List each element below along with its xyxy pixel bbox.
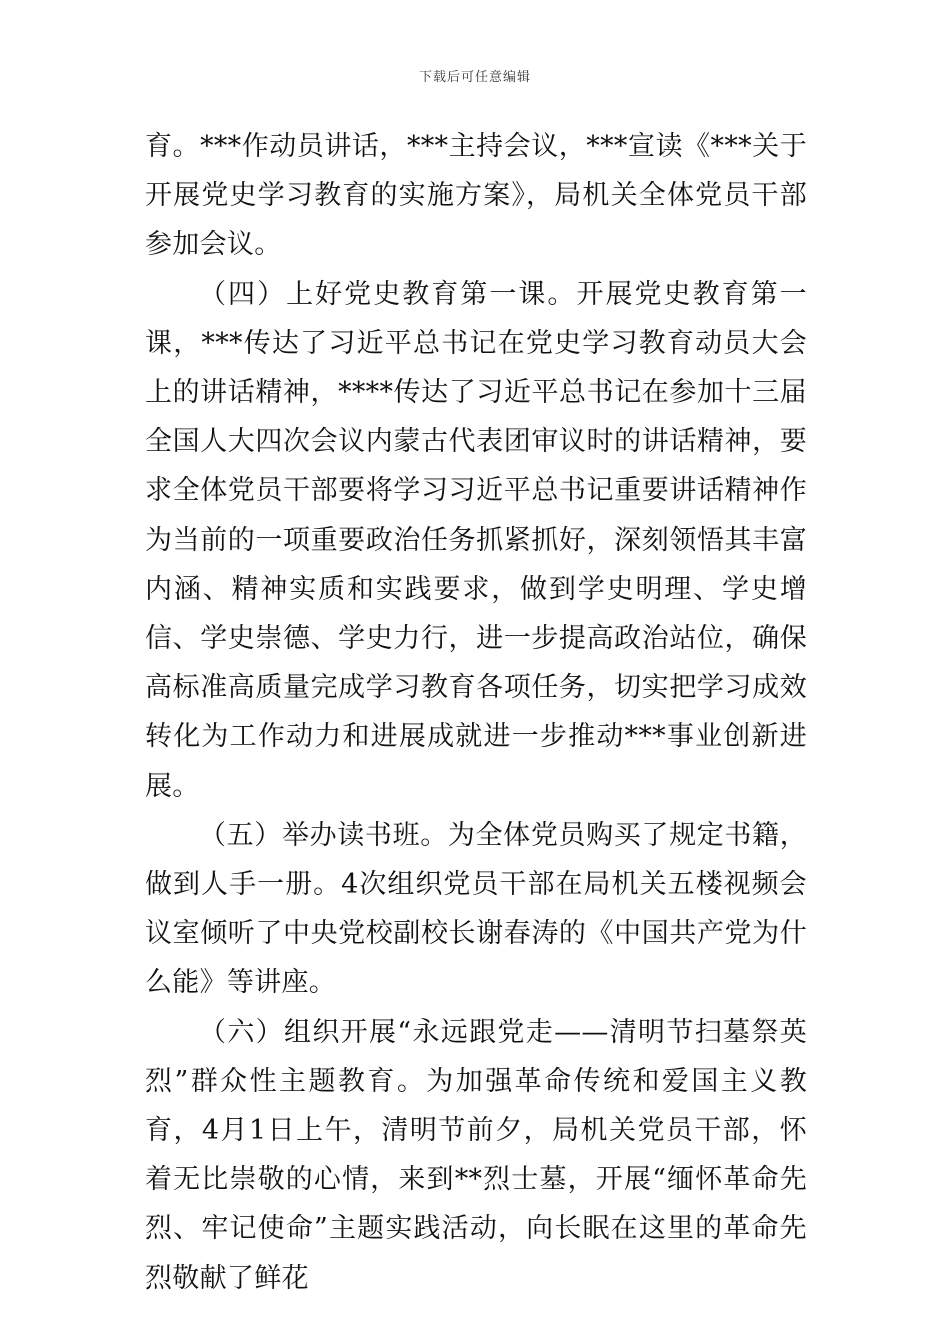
document-body — [145, 122, 807, 1303]
paragraph-4: （六）组织开展“永远跟党走——清明节扫墓祭英烈”群众性主题教育。为加强革命传统和爱国主义教育，4月1日上午，清明节前夕，局机关党员干部，怀着无比崇敬的心情，来到**烈士墓，开展“缅怀革命先烈、牢记使命”主题实践活动，向长眠在这里的革命先烈敬献了鲜花 — [145, 1016, 807, 1294]
paragraph-3: （五）举办读书班。为全体党员购买了规定书籍，做到人手一册。4次组织党员干部在局机关五楼视频会议室倾听了中央党校副校长谢春涛的《中国共产党为什么能》等讲座。 — [145, 819, 807, 999]
paragraph-2: （四）上好党史教育第一课。开展党史教育第一课，***传达了习近平总书记在党史学习教育动员大会上的讲话精神，****传达了习近平总书记在参加十三届全国人大四次会议内蒙古代表团审议时的讲话精神，要求全体党员干部要将学习习近平总书记重要讲话精神作为当前的一项重要政治任务抓紧抓好，深刻领悟其丰富内涵、精神实质和实践要求，做到学史明理、学史增信、学史崇德、学史力行，进一步提高政治站位，确保高标准高质量完成学习教育各项任务，切实把学习成效转化为工作动力和进展成就进一步推动***事业创新进展。 — [145, 278, 807, 802]
page-header: 下载后可任意编辑 — [418, 70, 531, 85]
paragraph-1: 育。***作动员讲话，***主持会议，***宣读《***关于开展党史学习教育的实施方案》，局机关全体党员干部参加会议。 — [145, 131, 807, 261]
